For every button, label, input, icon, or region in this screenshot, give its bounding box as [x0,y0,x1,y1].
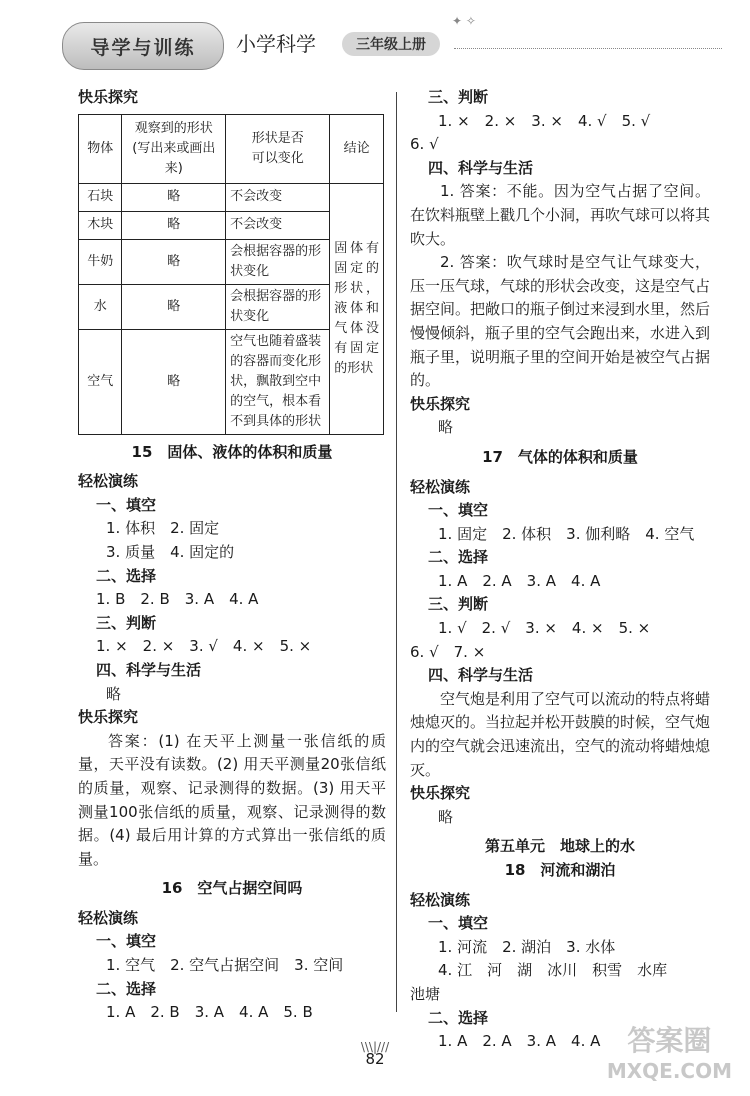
header-rule [454,48,722,49]
right-column [410,86,710,1054]
subsection-heading: 四、科学与生活 [428,158,534,177]
observation-table [78,114,384,435]
subsection-heading: 一、填空 [96,932,157,951]
answer-line: 1. 体积 2. 固定 [106,519,220,538]
table-cell: 水 [79,284,122,329]
watermark-text: 答案圈 [627,1024,712,1057]
table-cell: 牛奶 [79,239,122,284]
table-header-cell: 物体 [79,114,122,183]
table-cell: 石块 [79,183,122,211]
table-header-cell: 结论 [330,114,384,183]
answer-line: 1. B 2. B 3. A 4. A [96,590,259,609]
subsection-heading: 二、选择 [428,548,489,567]
section-heading: 快乐探究 [78,88,139,106]
table-cell: 空气 [79,329,122,434]
subsection-heading: 三、判断 [428,88,489,106]
table-header-cell: 形状是否 可以变化 [226,114,330,183]
answer-paragraph: 2. 答案：吹气球时是空气让气球变大，压一压气球，气球的形状会改变，这是空气占据空间。把敞口的瓶子倒过来浸到水里，然后慢慢倾斜，瓶子里的空气会跑出来，水进入到瓶子里，说明瓶子里的空间开始是被空气占据的。 [410,253,711,390]
series-banner: 导学与训练 [62,22,224,70]
section-heading: 快乐探究 [78,708,139,727]
sunburst-icon: \\\|/// [360,1040,390,1054]
section-heading: 轻松演练 [78,908,139,927]
subsection-heading: 二、选择 [96,979,157,998]
answer-line: 1. A 2. A 3. A 4. A [438,1032,601,1051]
answer-line: 1. √ 2. √ 3. × 4. × 5. × [438,619,651,638]
column-divider [396,92,397,1012]
answer-line: 池塘 [410,984,441,1003]
unit-title: 第五单元 地球上的水 [484,837,635,856]
stars-icon: ✦ ✧ [452,14,476,28]
subsection-heading: 三、判断 [428,595,489,614]
table-cell: 略 [122,183,226,211]
subsection-heading: 一、填空 [428,501,489,520]
answer-line: 略 [438,807,454,826]
subsection-heading: 一、填空 [428,914,489,933]
table-cell: 略 [122,239,226,284]
lesson-title: 15 固体、液体的体积和质量 [131,442,333,461]
page-header [62,14,722,78]
lesson-title: 17 气体的体积和质量 [482,447,638,466]
answer-paragraph: 1. 答案：不能。因为空气占据了空间。在饮料瓶壁上戳几个小洞，再吹气球可以将其吹大。 [410,182,711,248]
section-heading: 快乐探究 [410,784,471,803]
answer-line: 略 [438,418,454,437]
answer-line: 4. 江 河 湖 冰川 积雪 水库 [438,961,668,980]
watermark-url: MXQE.COM [606,1059,732,1083]
answer-line: 1. 空气 2. 空气占据空间 3. 空间 [106,956,344,975]
table-cell: 不会改变 [226,183,330,211]
answer-line: 1. A 2. B 3. A 4. A 5. B [106,1003,313,1022]
answer-line: 3. 质量 4. 固定的 [106,542,235,561]
table-cell: 略 [122,211,226,239]
subsection-heading: 四、科学与生活 [428,666,534,685]
table-cell: 略 [122,329,226,434]
grade-label: 三年级上册 [342,32,440,56]
answer-line: 1. 固定 2. 体积 3. 伽利略 4. 空气 [438,524,695,543]
lesson-title: 18 河流和湖泊 [504,861,616,879]
table-cell: 略 [122,284,226,329]
table-cell: 不会改变 [226,211,330,239]
conclusion-cell: 固体有固定的形状，液体和气体没有固定的形状 [330,183,384,434]
table-row [79,183,384,211]
answer-line: 略 [106,684,122,703]
table-cell: 空气也随着盛装的容器而变化形状，飘散到空中的空气，根本看不到具体的形状 [226,329,330,434]
section-heading: 轻松演练 [410,477,471,496]
answer-line: 1. A 2. A 3. A 4. A [438,571,601,590]
table-cell: 会根据容器的形状变化 [226,239,330,284]
answer-line: 1. 河流 2. 湖泊 3. 水体 [438,937,616,956]
left-column [78,86,386,1025]
answer-line: 6. √ [410,135,439,154]
table-header-row [79,114,384,183]
page-number: 82 [365,1050,385,1068]
answer-line: 1. × 2. × 3. × 4. √ 5. √ [438,111,651,130]
section-heading: 轻松演练 [410,890,471,909]
answer-paragraph: 空气炮是利用了空气可以流动的特点将蜡烛熄灭的。当拉起并松开鼓膜的时候，空气炮内的空气就会迅速流出，空气的流动将蜡烛熄灭。 [410,689,711,779]
subsection-heading: 三、判断 [96,613,157,632]
table-header-cell: 观察到的形状 (写出来或画出来) [122,114,226,183]
answer-paragraph: 答案：(1) 在天平上测量一张信纸的质量，天平没有读数。(2) 用天平测量20张信纸的质量，观察、记录测得的数据。(3) 用天平测量100张信纸的质量，观察、记录测得的数据。(4) 最后用计算的方式算出一张信纸的质量。 [78,731,386,868]
subsection-heading: 四、科学与生活 [96,660,202,679]
watermark [607,1026,732,1086]
subject-title: 小学科学 [236,32,316,56]
answer-line: 1. × 2. × 3. √ 4. × 5. × [96,637,312,656]
lesson-title: 16 空气占据空间吗 [161,879,303,898]
subsection-heading: 二、选择 [96,566,157,585]
table-cell: 会根据容器的形状变化 [226,284,330,329]
answer-line: 6. √ 7. × [410,642,486,661]
subsection-heading: 二、选择 [428,1008,489,1027]
section-heading: 快乐探究 [410,394,471,413]
table-cell: 木块 [79,211,122,239]
section-heading: 轻松演练 [78,472,139,491]
subsection-heading: 一、填空 [96,495,157,514]
